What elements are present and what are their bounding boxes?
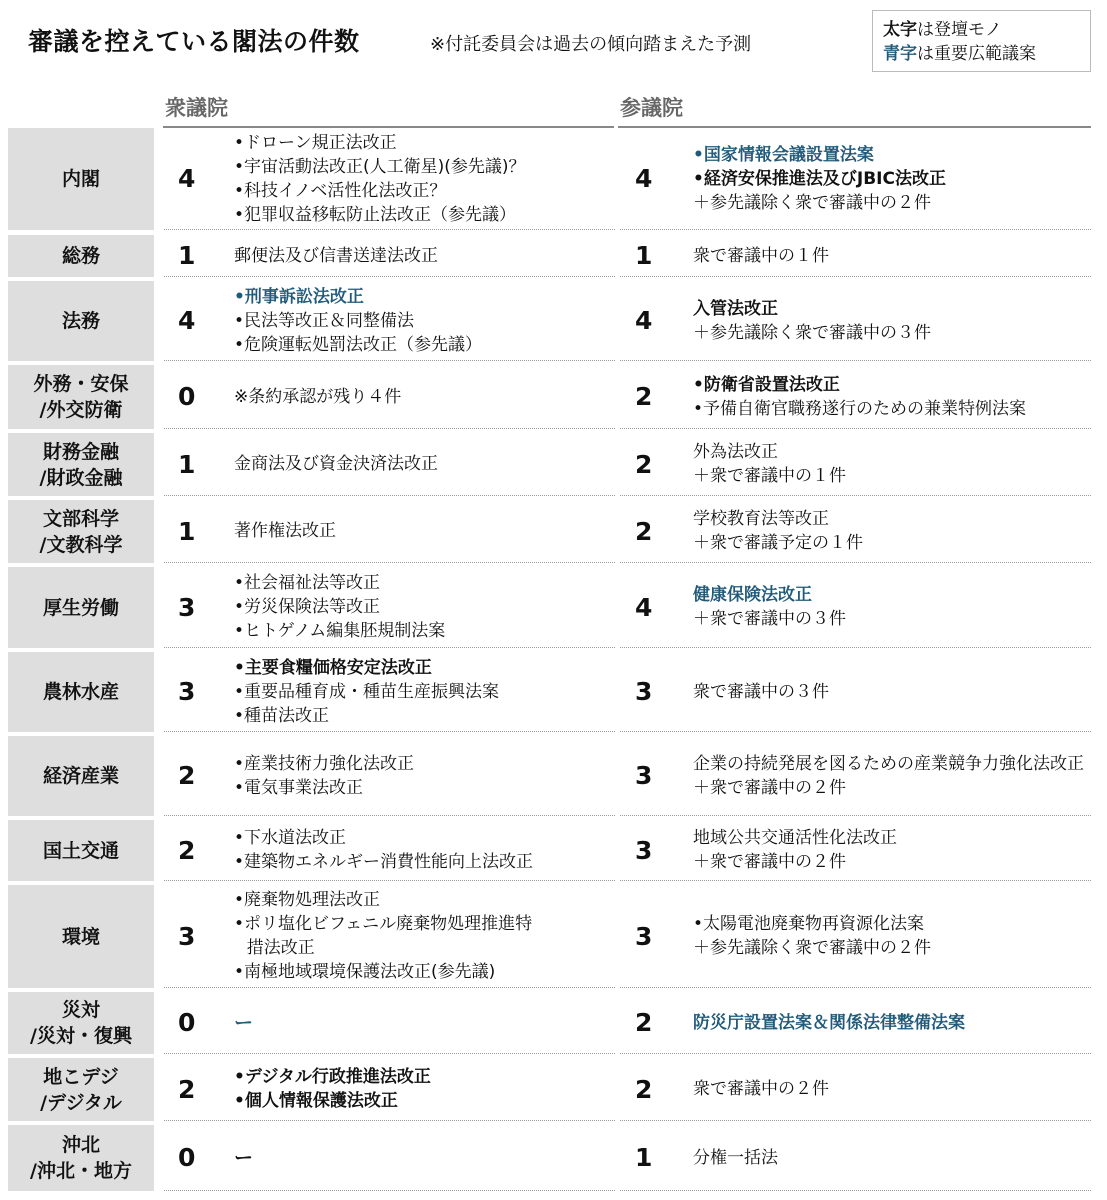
- bill-count: 3: [178, 677, 196, 706]
- bill-item: 衆で審議中の３件: [693, 681, 829, 702]
- council-cell: [620, 992, 1091, 1054]
- bill-item: ＋衆で審議中の３件: [693, 609, 846, 629]
- council-cell: [620, 281, 1091, 361]
- bill-item: •種苗法改正: [234, 705, 330, 726]
- bill-item: ー: [234, 1146, 254, 1169]
- table-row: [8, 1058, 1091, 1121]
- committee-label: 厚生労働: [8, 567, 154, 648]
- bill-list: [693, 992, 1091, 1053]
- bill-count: 3: [635, 761, 653, 790]
- bill-item: •産業技術力強化法改正: [234, 753, 415, 774]
- bill-item: •下水道法改正: [234, 828, 347, 848]
- page-title: 審議を控えている閣法の件数: [28, 27, 360, 56]
- bill-list: [234, 281, 609, 360]
- bill-item: 分権一括法: [693, 1147, 778, 1168]
- bill-count: 2: [635, 449, 653, 479]
- bill-list: [234, 1058, 609, 1120]
- bill-list: [234, 885, 609, 987]
- bill-item: 著作権法改正: [234, 521, 336, 541]
- committee-label: 経済産業: [8, 736, 154, 816]
- bill-item: ※条約承認が残り４件: [234, 386, 402, 407]
- bill-count: 3: [178, 592, 196, 622]
- table-row: [8, 567, 1091, 648]
- bill-item: •ヒトゲノム編集胚規制法案: [234, 621, 446, 641]
- table-row: [8, 281, 1091, 361]
- legend-blue-term: 青字: [883, 44, 917, 64]
- council-cell: [620, 235, 1091, 277]
- bill-item: •デジタル行政推進法改正: [234, 1067, 431, 1087]
- committee-label: 沖北 /沖北・地方: [8, 1125, 154, 1191]
- table-row: [8, 128, 1091, 230]
- bill-list: [693, 281, 1091, 360]
- bill-count: 4: [635, 306, 653, 335]
- committee-label: 外務・安保 /外交防衛: [8, 365, 154, 429]
- council-cell: [620, 736, 1091, 816]
- committee-label: 地こデジ /デジタル: [8, 1058, 154, 1121]
- table-row: [8, 1125, 1091, 1191]
- bill-count: 1: [178, 449, 196, 479]
- bill-item: 地域公共交通活性化法改正: [693, 828, 897, 848]
- legend-bold-term: 太字: [883, 20, 917, 40]
- bill-count: 3: [635, 835, 653, 865]
- bill-list: [693, 885, 1091, 987]
- bill-item: 衆で審議中の２件: [693, 1079, 829, 1099]
- bill-item: •防衛省設置法改正: [693, 374, 840, 395]
- bill-list: [234, 652, 609, 731]
- bill-item: •犯罪収益移転防止法改正（参先議）: [234, 204, 517, 225]
- bill-count: 2: [635, 1008, 653, 1037]
- house-cell: [164, 652, 615, 732]
- bill-item: •危険運転処罰法改正（参先議）: [234, 334, 483, 355]
- table-row: [8, 500, 1091, 563]
- bill-list: [234, 128, 609, 229]
- committee-label: 文部科学 /文教科学: [8, 500, 154, 563]
- bill-count: 4: [178, 164, 196, 193]
- bill-item: 衆で審議中の１件: [693, 245, 829, 266]
- committee-label: 国土交通: [8, 820, 154, 881]
- bill-list: [693, 1125, 1091, 1190]
- bill-item: •重要品種育成・種苗生産振興法案: [234, 681, 500, 702]
- bill-list: [234, 365, 609, 428]
- bill-item: •社会福祉法等改正: [234, 573, 381, 593]
- bill-list: [693, 1058, 1091, 1120]
- bill-count: 2: [635, 516, 653, 546]
- legend-bold-desc: は登壇モノ: [917, 20, 1002, 40]
- bill-item: 郵便法及び信書送達法改正: [234, 245, 438, 266]
- bill-count: 2: [178, 761, 196, 790]
- bill-list: [234, 820, 609, 880]
- bill-count: 3: [635, 921, 653, 951]
- committee-label: 総務: [8, 235, 154, 277]
- table-row: [8, 820, 1091, 881]
- bill-item: 措法改正: [246, 938, 315, 958]
- council-cell: [620, 820, 1091, 881]
- council-cell: [620, 500, 1091, 563]
- bill-item: •ドローン規正法改正: [234, 132, 397, 153]
- council-cell: [620, 652, 1091, 732]
- bill-item: 企業の持続発展を図るための産業競争力強化法改正: [693, 753, 1084, 774]
- bill-item: 防災庁設置法案＆関係法律整備法案: [693, 1012, 965, 1033]
- house-cell: [164, 736, 615, 816]
- house-cell: [164, 885, 615, 988]
- bill-list: [234, 1125, 609, 1190]
- bill-list: [234, 736, 609, 815]
- house-cell: [164, 235, 615, 277]
- bill-item: •ポリ塩化ビフェニル廃棄物処理推進特: [234, 914, 533, 934]
- bill-item: •科技イノベ活性化法改正？: [234, 180, 447, 201]
- legend-blue-desc: は重要広範議案: [917, 44, 1036, 64]
- bill-item: ＋衆で審議中の２件: [693, 852, 846, 872]
- table-row: [8, 885, 1091, 988]
- legend-bold-line: [883, 18, 1090, 42]
- bill-count: 0: [178, 1008, 196, 1037]
- committee-label: 法務: [8, 281, 154, 361]
- committee-label: 農林水産: [8, 652, 154, 732]
- house-cell: [164, 992, 615, 1054]
- bill-list: [693, 567, 1091, 647]
- bill-list: [693, 820, 1091, 880]
- bill-count: 4: [178, 306, 196, 335]
- house-cell: [164, 128, 615, 230]
- bill-count: 3: [635, 677, 653, 706]
- house-cell: [164, 567, 615, 648]
- bill-item: •主要食糧価格安定法改正: [234, 657, 432, 678]
- bill-count: 2: [178, 835, 196, 865]
- bill-list: [693, 500, 1091, 562]
- bill-count: 2: [178, 1074, 196, 1104]
- bill-list: [234, 235, 609, 276]
- bill-count: 3: [178, 921, 196, 951]
- bill-list: [234, 992, 609, 1053]
- bill-item: •民法等改正＆同整備法: [234, 310, 415, 331]
- bill-item: 入管法改正: [693, 298, 778, 319]
- bill-item: •労災保険法等改正: [234, 597, 381, 617]
- house-cell: [164, 433, 615, 496]
- committee-label: 環境: [8, 885, 154, 988]
- council-cell: [620, 128, 1091, 230]
- bill-list: [693, 235, 1091, 276]
- bill-item: •予備自衛官職務遂行のための兼業特例法案: [693, 398, 1027, 419]
- bill-count: 1: [635, 1143, 653, 1172]
- bill-count: 4: [635, 592, 653, 622]
- bill-list: [693, 736, 1091, 815]
- house-cell: [164, 500, 615, 563]
- house-cell: [164, 1125, 615, 1191]
- council-cell: [620, 433, 1091, 496]
- bill-item: ＋衆で審議予定の１件: [693, 533, 863, 553]
- bill-item: ＋参先議除く衆で審議中の２件: [693, 192, 931, 213]
- house-cell: [164, 1058, 615, 1121]
- bill-item: ＋参先議除く衆で審議中の３件: [693, 322, 931, 343]
- bill-count: 0: [178, 1143, 196, 1172]
- bill-list: [234, 567, 609, 647]
- bill-count: 2: [635, 1074, 653, 1104]
- bill-item: 外為法改正: [693, 442, 778, 462]
- table-row: [8, 992, 1091, 1054]
- council-cell: [620, 1125, 1091, 1191]
- legend-box: [872, 10, 1091, 72]
- bill-item: •宇宙活動法改正(人工衛星)(参先議)？: [234, 156, 526, 177]
- bill-list: [234, 433, 609, 495]
- bill-item: ＋衆で審議中の２件: [693, 777, 846, 798]
- bill-item: ＋参先議除く衆で審議中の２件: [693, 938, 931, 958]
- bill-item: •経済安保推進法及びJBIC法改正: [693, 168, 946, 189]
- bill-list: [693, 433, 1091, 495]
- bill-item: •電気事業法改正: [234, 777, 364, 798]
- bill-count: 1: [178, 516, 196, 546]
- bill-item: ＋衆で審議中の１件: [693, 466, 846, 486]
- bill-item: •太陽電池廃棄物再資源化法案: [693, 914, 925, 934]
- bill-item: •国家情報会議設置法案: [693, 144, 874, 165]
- table-row: [8, 235, 1091, 277]
- committee-label: 財務金融 /財政金融: [8, 433, 154, 496]
- bill-item: 健康保険法改正: [693, 585, 812, 605]
- bill-list: [693, 128, 1091, 229]
- table-row: [8, 652, 1091, 732]
- bill-item: •建築物エネルギー消費性能向上法改正: [234, 852, 534, 872]
- bill-list: [234, 500, 609, 562]
- column-header-house-of-representatives: 衆議院: [163, 92, 614, 128]
- table-row: [8, 433, 1091, 496]
- bill-item: 金商法及び資金決済法改正: [234, 454, 438, 474]
- bill-item: •南極地域環境保護法改正(参先議): [234, 962, 496, 982]
- bill-count: 1: [178, 241, 196, 270]
- bill-item: •廃棄物処理法改正: [234, 890, 381, 910]
- bill-count: 4: [635, 164, 653, 193]
- house-cell: [164, 365, 615, 429]
- bill-count: 1: [635, 241, 653, 270]
- bill-list: [693, 652, 1091, 731]
- column-header-house-of-councillors: 参議院: [618, 92, 1091, 128]
- legend-blue-line: [883, 42, 1090, 66]
- table-row: [8, 365, 1091, 429]
- council-cell: [620, 885, 1091, 988]
- committee-label: 災対 /災対・復興: [8, 992, 154, 1054]
- bill-item: •個人情報保護法改正: [234, 1091, 398, 1111]
- bill-count: 0: [178, 382, 196, 411]
- council-cell: [620, 567, 1091, 648]
- house-cell: [164, 820, 615, 881]
- council-cell: [620, 365, 1091, 429]
- table-row: [8, 736, 1091, 816]
- council-cell: [620, 1058, 1091, 1121]
- bill-count: 2: [635, 382, 653, 411]
- page-subtitle: ※付託委員会は過去の傾向踏まえた予測: [430, 34, 752, 55]
- bill-item: •刑事訴訟法改正: [234, 286, 364, 307]
- bill-item: 学校教育法等改正: [693, 509, 829, 529]
- house-cell: [164, 281, 615, 361]
- bill-list: [693, 365, 1091, 428]
- committee-label: 内閣: [8, 128, 154, 230]
- bill-item: ー: [234, 1011, 254, 1034]
